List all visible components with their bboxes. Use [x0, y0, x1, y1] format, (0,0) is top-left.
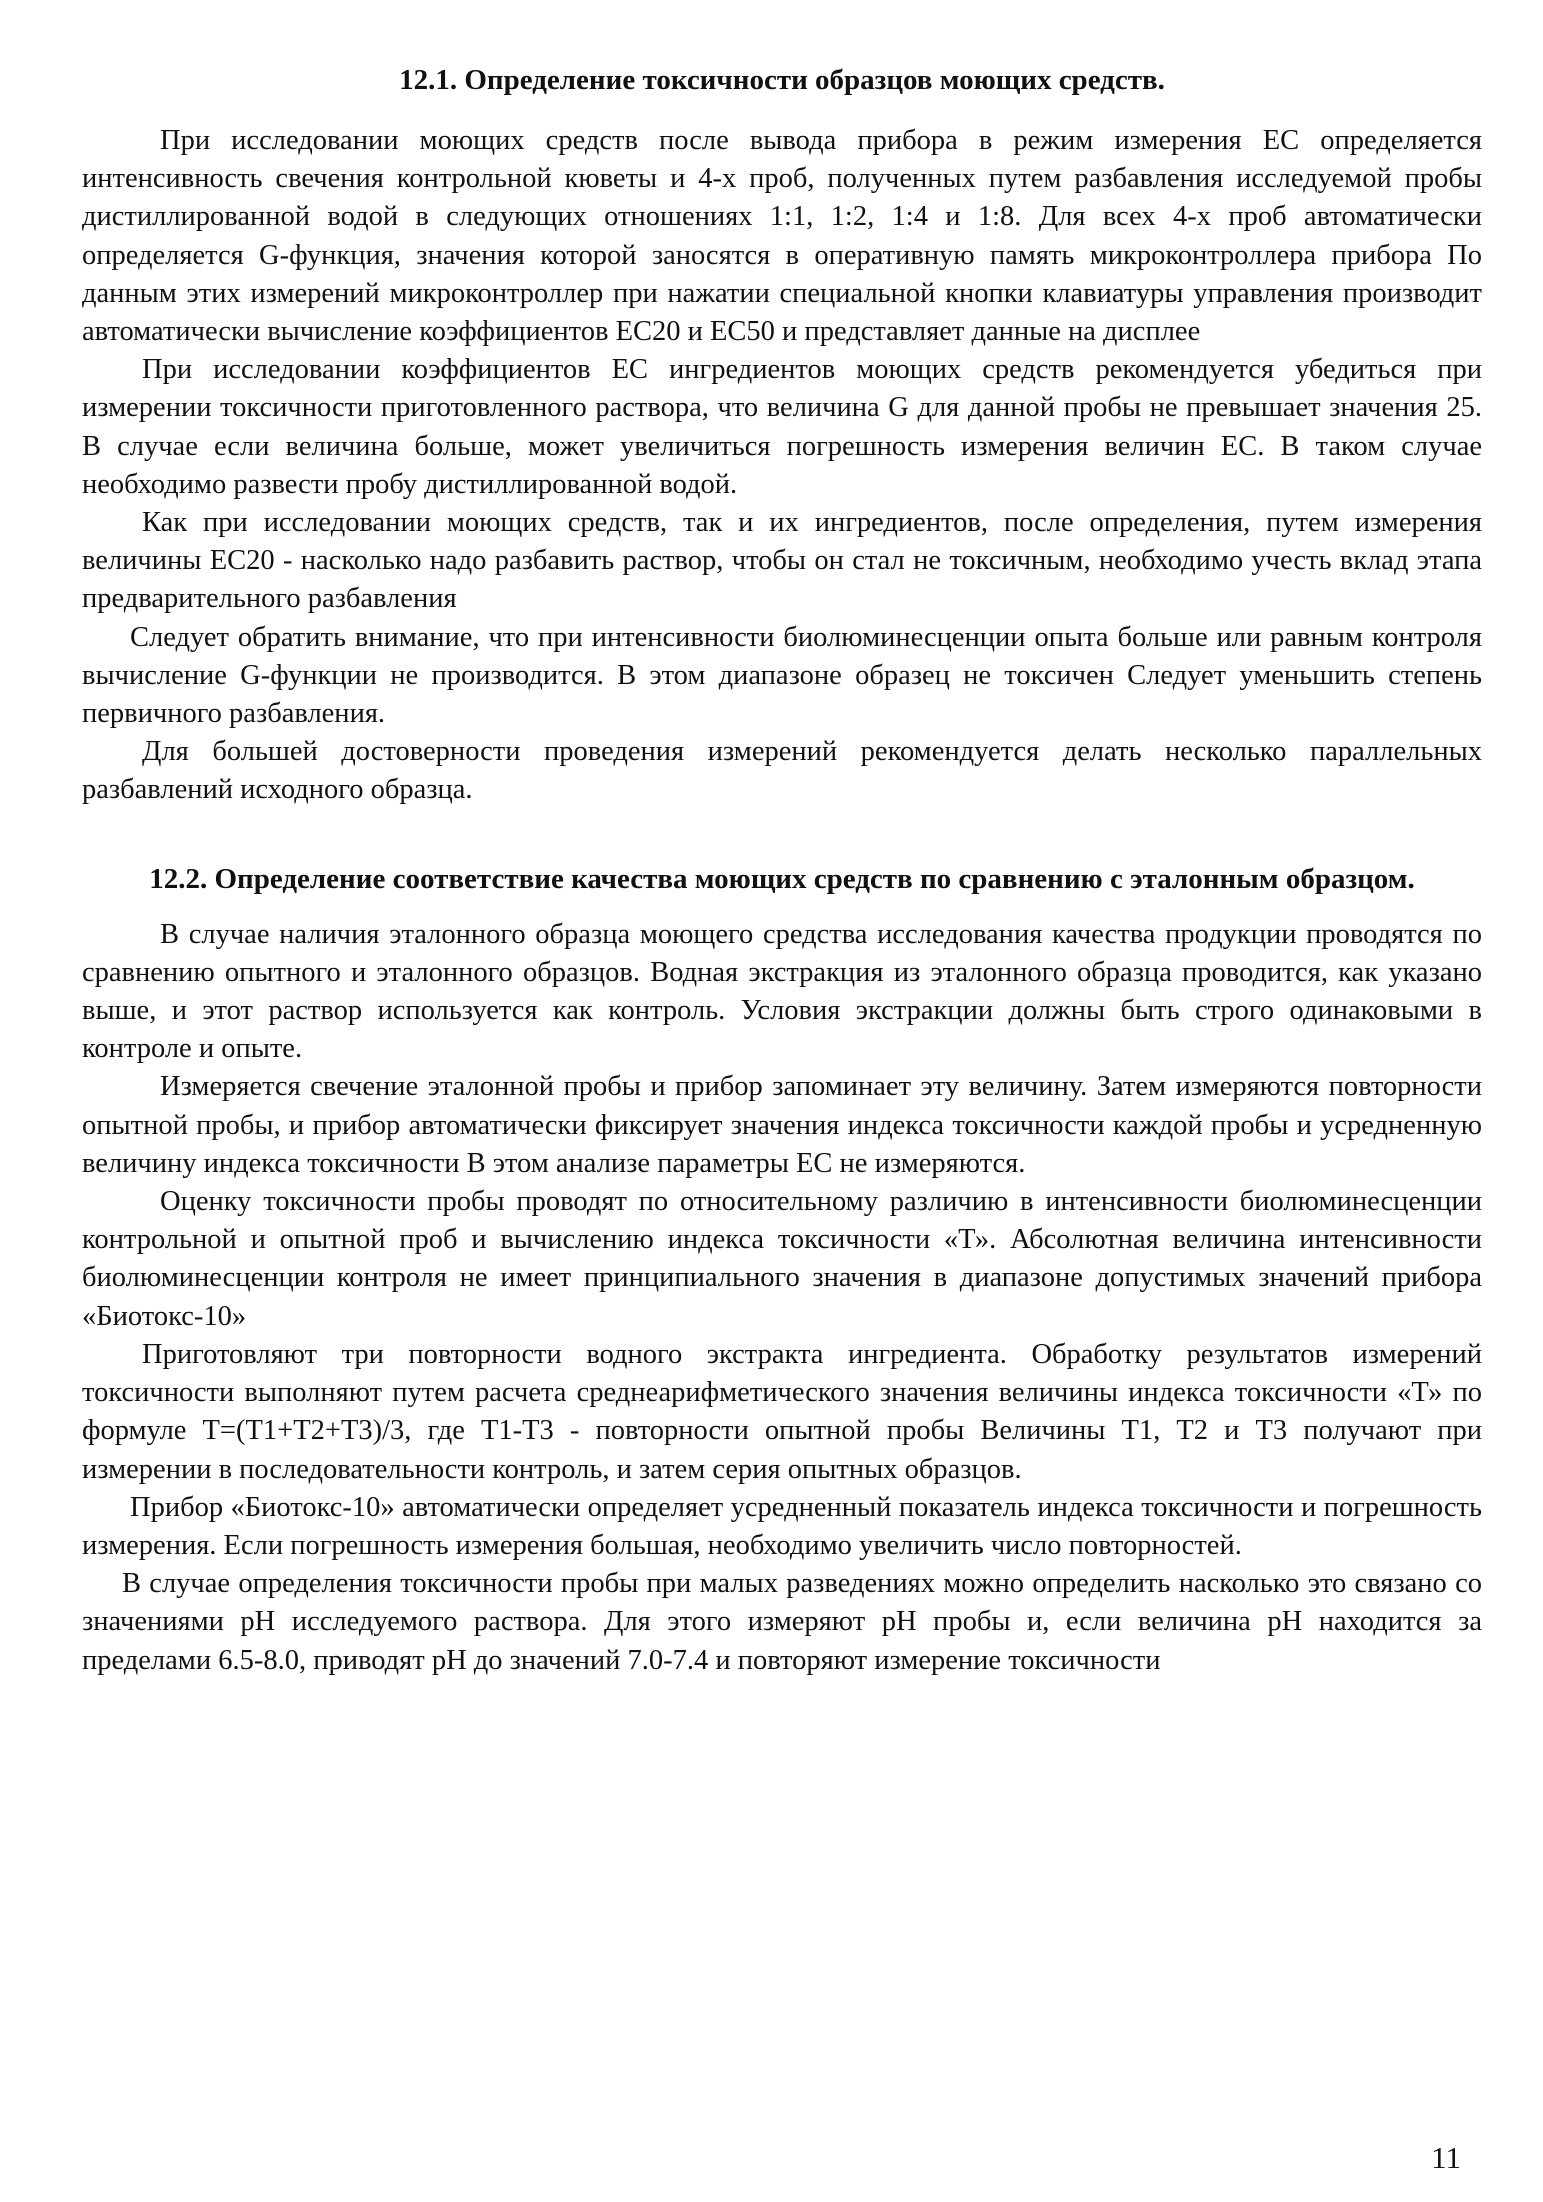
section-2-paragraph-2: Измеряется свечение эталонной пробы и прибор запоминает эту величину. Затем измеряются повторности опытной пробы, и прибор автоматически фиксирует значения индекса токсичности каждой пробы и усредненную величину индекса токсичности В этом анализе параметры ЕС не измеряются. — [82, 1071, 1482, 1179]
section-2-paragraph-4: Приготовляют три повторности водного экстракта ингредиента. Обработку результатов измерений токсичности выполняют путем расчета среднеарифметического значения величины индекса токсичности «Т» по формуле Т=(Т1+Т2+Т3)/3, где Т1-Т3 - повторности опытной пробы Величины Т1, Т2 и Т3 получают при измерении в последовательности контроль, и затем серия опытных образцов. — [82, 1338, 1482, 1485]
section-2-paragraph-3: Оценку токсичности пробы проводят по относительному различию в интенсивности биолюминесценции контрольной и опытной проб и вычислению индекса токсичности «Т». Абсолютная величина интенсивности биолюминесценции контроля не имеет принципиального значения в диапазоне допустимых значений прибора «Биотокс-10» — [82, 1186, 1482, 1332]
section-1-paragraph-3: Как при исследовании моющих средств, так и их ингредиентов, после определения, путем измерения величины ЕС20 - насколько надо разбавить раствор, чтобы он стал не токсичным, необходимо учесть вклад этапа предварительного разбавления — [82, 507, 1482, 615]
section-1-paragraph-4: Следует обратить внимание, что при интенсивности биолюминесценции опыта больше или равным контроля вычисление G-функции не производится. В этом диапазоне образец не токсичен Следует уменьшить степень первичного разбавления. — [82, 621, 1482, 730]
section-2-paragraph-5: Прибор «Биотокс-10» автоматически определяет усредненный показатель индекса токсичности и погрешность измерения. Если погрешность измерения большая, необходимо увеличить число повторностей. — [82, 1491, 1482, 1561]
section-1-paragraph-2: При исследовании коэффициентов ЕС ингредиентов моющих средств рекомендуется убедиться при измерении токсичности приготовленного раствора, что величина G для данной пробы не превышает значения 25. В случае если величина больше, может увеличиться погрешность измерения величин ЕС. В таком случае необходимо развести пробу дистиллированной водой. — [82, 354, 1482, 500]
section-1-paragraph-5: Для большей достоверности проведения измерений рекомендуется делать несколько параллельных разбавлений исходного образца. — [82, 736, 1482, 806]
section-2-paragraph-6: В случае определения токсичности пробы при малых разведениях можно определить насколько это связано со значениями рН исследуемого раствора. Для этого измеряют рН пробы и, если величина рН находится за пределами 6.5-8.0, приводят рН до значений 7.0-7.4 и повторяют измерение токсичности — [82, 1568, 1482, 1676]
document-page — [82, 60, 1482, 1680]
page-number: 11 — [1431, 2140, 1461, 2175]
section-2-title: 12.2. Определение соответствие качества моющих средств по сравнению с эталонным образцом. — [149, 862, 1415, 895]
section-1-paragraph-1: При исследовании моющих средств после вывода прибора в режим измерения ЕС определяется интенсивность свечения контрольной кюветы и 4-х проб, полученных путем разбавления исследуемой пробы дистиллированной водой в следующих отношениях 1:1, 1:2, 1:4 и 1:8. Для всех 4-х проб автоматически определяется G-функция, значения которой заносятся в оперативную память микроконтроллера прибора По данным этих измерений микроконтроллер при нажатии специальной кнопки клавиатуры управления производит автоматически вычисление коэффициентов ЕС20 и ЕС50 и представляет данные на дисплее — [82, 125, 1482, 348]
section-2-paragraph-1: В случае наличия эталонного образца моющего средства исследования качества продукции проводятся по сравнению опытного и эталонного образцов. Водная экстракция из эталонного образца проводится, как указано выше, и этот раствор используется как контроль. Условия экстракции должны быть строго одинаковыми в контроле и опыте. — [82, 918, 1482, 1065]
section-1-title: 12.1. Определение токсичности образцов моющих средств. — [399, 64, 1165, 96]
